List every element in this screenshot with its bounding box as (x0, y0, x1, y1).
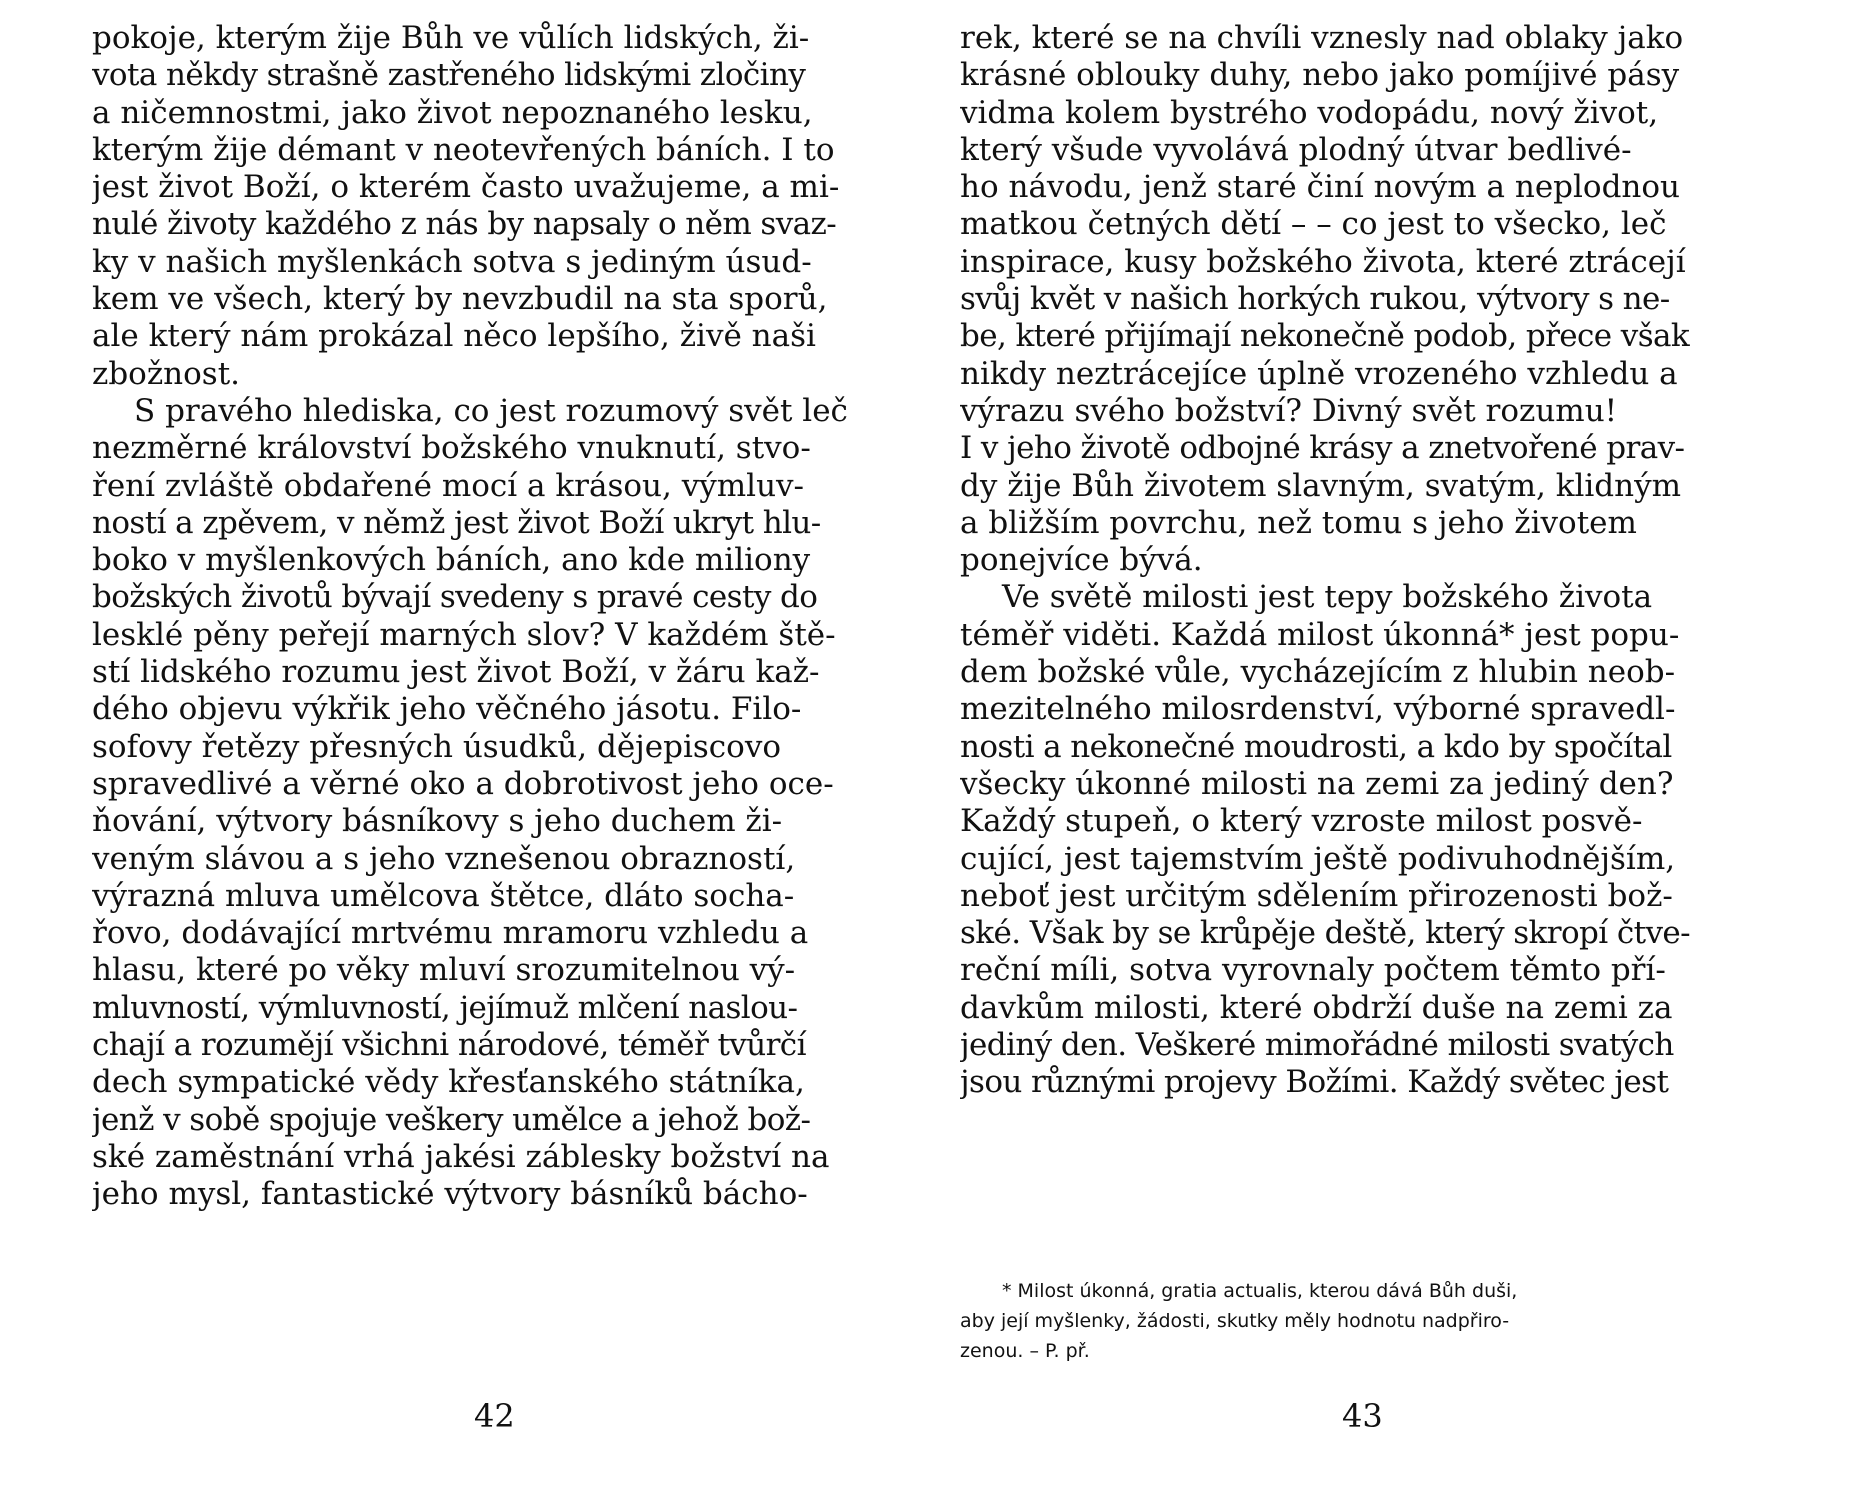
text-line: lesklé pěny peřejí marných slov? V každém ště- (92, 616, 836, 653)
text-line: neboť jest určitým sdělením přirozenosti bož- (960, 877, 1673, 914)
text-line: hlasu, které po věky mluví srozumitelnou vý- (92, 952, 796, 989)
text-line: mezitelného milosrdenství, výborné spravedl- (960, 691, 1676, 728)
left-page-text (92, 20, 900, 1214)
footnote-line: * Milost úkonná, gratia actualis, kterou dává Bůh duši, (1002, 1280, 1518, 1302)
text-line: a bližším povrchu, než tomu s jeho životem (960, 504, 1637, 541)
paragraph-start-line: S pravého hlediska, co jest rozumový svět leč (134, 392, 848, 429)
text-line: nosti a nekonečné moudrosti, a kdo by spočítal (960, 728, 1672, 765)
text-line: svůj květ v našich horkých rukou, výtvory s ne- (960, 281, 1670, 318)
text-line: krásné oblouky duhy, nebo jako pomíjivé pásy (960, 57, 1680, 94)
text-line: jest život Boží, o kterém často uvažujeme, a mi- (92, 169, 840, 206)
text-line: kterým žije démant v neotevřených báních. I to (92, 131, 835, 168)
text-line: dého objevu výkřik jeho věčného jásotu. Filo- (92, 691, 802, 728)
text-line: řovo, dodávající mrtvému mramoru vzhledu a (92, 915, 809, 952)
text-line: inspirace, kusy božského života, které ztrácejí (960, 243, 1686, 280)
text-line: boko v myšlenkových báních, ano kde miliony (92, 542, 811, 579)
text-line: davkům milosti, které obdrží duše na zemi za (960, 989, 1673, 1026)
text-line: výrazná mluva umělcova štětce, dláto socha- (92, 877, 795, 914)
text-line: ské zaměstnání vrhá jakési záblesky božství na (92, 1138, 830, 1175)
footnote-line: zenou. – P. př. (960, 1340, 1090, 1362)
right-page-text (960, 20, 1768, 1102)
page-number: 42 (474, 1397, 515, 1435)
text-line: všecky úkonné milosti na zemi za jediný den? (960, 765, 1674, 802)
text-line: chají a rozumějí všichni národové, téměř tvůrčí (92, 1027, 806, 1064)
paragraph-start-line: Ve světě milosti jest tepy božského života (1002, 579, 1653, 616)
footnote-line: aby její myšlenky, žádosti, skutky měly hodnotu nadpřiro- (960, 1310, 1510, 1332)
text-line: I v jeho životě odbojné krásy a znetvořené prav- (960, 430, 1685, 467)
footnote (960, 1276, 1768, 1366)
text-line: vota někdy strašně zastřeného lidskými zločiny (92, 57, 806, 94)
text-line: rek, které se na chvíli vznesly nad oblaky jako (960, 20, 1684, 56)
text-line: a ničemnostmi, jako život nepoznaného lesku, (92, 94, 813, 131)
text-line: jeho mysl, fantastické výtvory básníků bácho- (92, 1176, 808, 1213)
text-line: matkou četných dětí – – co jest to všecko, leč (960, 206, 1667, 243)
text-line: stí lidského rozumu jest život Boží, v žáru kaž- (92, 654, 820, 691)
text-line: ské. Však by se krůpěje deště, který skropí čtve- (960, 915, 1690, 952)
text-line: jenž v sobě spojuje veškery umělce a jehož bož- (92, 1101, 811, 1138)
text-line: který všude vyvolává plodný útvar bedlivé- (960, 131, 1632, 168)
text-line: zbožnost. (92, 355, 241, 392)
text-line: dy žije Bůh životem slavným, svatým, klidným (960, 467, 1682, 504)
text-line: ření zvláště obdařené mocí a krásou, výmluv- (92, 467, 805, 504)
text-line: nulé životy každého z nás by napsaly o něm svaz- (92, 206, 837, 243)
text-line: reční míli, sotva vyrovnaly počtem těmto pří- (960, 952, 1666, 989)
text-line: jediný den. Veškeré mimořádné milosti svatých (960, 1027, 1674, 1064)
text-line: vidma kolem bystrého vodopádu, nový život, (960, 94, 1659, 131)
text-line: kem ve všech, který by nevzbudil na sta sporů, (92, 281, 828, 318)
text-line: be, které přijímají nekonečně podob, přece však (960, 318, 1690, 355)
text-line: cující, jest tajemstvím ještě podivuhodnějším, (960, 840, 1676, 877)
text-line: dech sympatické vědy křesťanského státníka, (92, 1064, 805, 1101)
text-line: ňování, výtvory básníkovy s jeho duchem ži- (92, 803, 783, 840)
text-line: jsou různými projevy Božími. Každý světec jest (960, 1064, 1669, 1101)
text-line: božských životů bývají svedeny s pravé cesty do (92, 579, 818, 616)
text-line: Každý stupeň, o který vzroste milost posvě- (960, 803, 1643, 840)
text-line: výrazu svého božství? Divný svět rozumu! (960, 392, 1618, 429)
text-line: spravedlivé a věrné oko a dobrotivost jeho oce- (92, 765, 834, 802)
text-line: ale který nám prokázal něco lepšího, živě naši (92, 318, 816, 355)
text-line: nikdy neztrácejíce úplně vrozeného vzhledu a (960, 355, 1678, 392)
text-line: nezměrné království božského vnuknutí, stvo- (92, 430, 811, 467)
text-line: mluvností, výmluvností, jejímuž mlčení naslou- (92, 989, 798, 1026)
text-line: sofovy řetězy přesných úsudků, dějepiscovo (92, 728, 781, 765)
text-line: ky v našich myšlenkách sotva s jediným úsud- (92, 243, 812, 280)
text-line: téměř viděti. Každá milost úkonná* jest popu- (960, 616, 1680, 653)
text-line: pokoje, kterým žije Bůh ve vůlích lidských, ži- (92, 20, 810, 56)
text-line: ností a zpěvem, v němž jest život Boží ukryt hlu- (92, 504, 821, 541)
text-line: dem božské vůle, vycházejícím z hlubin neob- (960, 654, 1676, 691)
text-line: ho návodu, jenž staré činí novým a neplodnou (960, 169, 1681, 206)
text-line: veným slávou a s jeho vznešenou obrazností, (92, 840, 796, 877)
page-number: 43 (1342, 1397, 1383, 1435)
text-line: ponejvíce bývá. (960, 542, 1203, 579)
